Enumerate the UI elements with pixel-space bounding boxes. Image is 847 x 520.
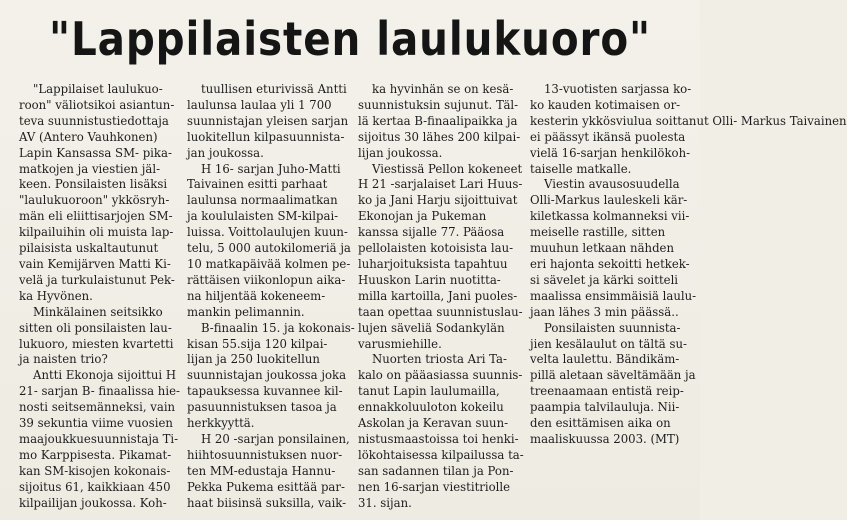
text-line: tapauksessa kuvannee kil- — [187, 384, 343, 399]
paragraph — [19, 368, 180, 511]
text-line: pellolaisten kotoisista lau- — [358, 241, 514, 256]
text-line: sijoitus 30 lähes 200 kilpai- — [358, 129, 521, 144]
text-line: H 20 -sarjan ponsilainen, — [201, 431, 350, 446]
paragraph — [358, 161, 523, 353]
text-line: jaan lähes 3 min päässä.. — [530, 304, 679, 319]
text-line: "Lappilaiset laulukuo- — [33, 82, 163, 96]
text-line: laulunsa laulaa yli 1 700 — [187, 97, 332, 112]
paragraph — [358, 82, 521, 162]
text-line: luokitellun kilpasuunnista- — [187, 129, 345, 144]
text-line: Nuorten triosta Ari Ta- — [372, 352, 507, 367]
text-line: Huuskon Larin nuotitta- — [358, 272, 501, 287]
headline: "Lappilaisten laulukuoro" — [48, 12, 652, 66]
text-line: luharjoituksista tapahtuu — [358, 256, 508, 271]
paragraph — [187, 161, 351, 321]
text-line: ko ja Jani Harju sijoittuivat — [358, 193, 518, 208]
text-line: milla kartoilla, Jani puoles- — [358, 288, 518, 303]
text-line: kilpailijan joukossa. Koh- — [19, 495, 167, 510]
text-line: san sadannen tilan ja Pon- — [358, 463, 514, 478]
text-line: paampia talvilauluja. Nii- — [530, 400, 680, 415]
column-1 — [19, 82, 180, 511]
paragraph — [187, 431, 350, 512]
text-line: lujen säveliä Sodankylän — [358, 320, 505, 335]
text-line: teva suunnistustiedottaja — [19, 113, 169, 128]
text-line: 13-vuotisten sarjassa ko- — [544, 82, 692, 96]
text-line: 10 matkapäivää kolmen pe- — [187, 256, 351, 271]
text-line: mankin pelimannin. — [187, 304, 305, 319]
text-line: taiselle matkalle. — [530, 161, 632, 176]
text-line: suunnistajan yleisen sarjan — [187, 113, 349, 128]
paragraph — [530, 320, 696, 448]
paragraph — [187, 82, 349, 162]
text-line: maajoukkuesuunnistaja Ti- — [19, 431, 179, 446]
text-line: Viestin avausosuudella — [544, 177, 680, 192]
text-line: maaliskuussa 2003. (MT) — [530, 431, 680, 446]
text-line: vain Kemijärven Matti Ki- — [19, 256, 171, 271]
text-line: kesterin ykkösviulua soittanut Olli- Markus Taivainen — [530, 113, 847, 128]
text-line: lukuoro, miesten kvartetti — [19, 336, 174, 351]
text-line: Minkälainen seitsikko — [33, 304, 163, 319]
text-line: haat biisinsä suksilla, vaik- — [187, 495, 347, 510]
text-line: roon" väliotsikoi asiantun- — [19, 97, 175, 112]
text-line: pillä aletaan säveltämään ja — [530, 368, 696, 383]
text-line: velä ja turkulaistunut Pek- — [19, 272, 175, 287]
text-line: nistusmaastoissa toi henki- — [358, 431, 519, 446]
text-line: nen 16-sarjan viestitriolle — [358, 479, 511, 494]
text-line: pilaisista uskaltautunut — [19, 241, 159, 256]
text-line: telu, 5 000 autokilomeriä ja — [187, 241, 351, 256]
text-line: 31. sijan. — [358, 495, 412, 510]
text-line: varusmiehille. — [358, 336, 442, 351]
text-line: ja koululaisten SM-kilpai- — [187, 209, 339, 224]
text-line: treenaamaan entistä reip- — [530, 384, 684, 399]
text-line: keen. Ponsilaisten lisäksi — [19, 177, 168, 192]
text-line: tuullisen eturivissä Antti — [201, 82, 347, 96]
text-line: kilpailuihin oli muista lap- — [19, 225, 174, 240]
text-line: kanssa sijalle 77. Pääosa — [358, 225, 505, 240]
text-line: velta laulettu. Bändikäm- — [530, 352, 680, 367]
text-line: vielä 16-sarjan henkilökoh- — [530, 145, 691, 160]
text-line: na hiljentää kokeneem- — [187, 288, 326, 303]
text-line: Askolan ja Keravan suun- — [358, 416, 509, 431]
text-line: lökohtaisessa kilpailussa ta- — [358, 447, 524, 462]
text-line: Antti Ekonoja sijoittui H — [33, 368, 177, 383]
text-line: meiselle rastille, sitten — [530, 225, 666, 240]
paragraph — [187, 320, 355, 432]
text-line: laulunsa normaalimatkan — [187, 193, 338, 208]
text-line: kalo on pääasiassa suunnis- — [358, 368, 523, 383]
paragraph — [19, 82, 173, 305]
text-line: suunnistajan joukossa joka — [187, 368, 347, 383]
text-line: 21- sarjan B- finaalissa hie- — [19, 384, 180, 399]
text-line: ka Hyvönen. — [19, 288, 93, 303]
text-line: Olli-Markus lauleskeli kär- — [530, 193, 688, 208]
paragraph — [530, 82, 847, 177]
column-4 — [530, 82, 847, 448]
text-line: Ekonojan ja Pukeman — [358, 209, 487, 224]
text-line: nosti seitsemänneksi, vain — [19, 400, 176, 415]
text-line: H 16- sarjan Juho-Matti — [201, 161, 341, 176]
text-line: lä kertaa B-finaalipaikka ja — [358, 113, 518, 128]
text-line: ennakkoluuloton kokeilu — [358, 400, 504, 415]
paragraph — [19, 305, 173, 369]
text-line: Taivainen esitti parhaat — [187, 177, 328, 192]
text-line: Pekka Pukema esittää par- — [187, 479, 345, 494]
text-line: kiletkassa kolmanneksi vii- — [530, 209, 690, 224]
article-body — [0, 82, 847, 512]
text-line: luissa. Voittolaulujen kuun- — [187, 225, 348, 240]
text-line: män eli eliittisarjojen SM- — [19, 209, 173, 224]
text-line: suunnistuksin sujunut. Täl- — [358, 97, 519, 112]
text-line: "laulukuoroon" ykkösryh- — [19, 193, 170, 208]
text-line: si sävelet ja kärki soitteli — [530, 272, 679, 287]
column-3 — [358, 82, 524, 511]
text-line: den esittämisen aika on — [530, 416, 671, 431]
paragraph — [358, 352, 524, 511]
text-line: rättäisen viikonlopun aika- — [187, 272, 346, 287]
text-line: lijan joukossa. — [358, 145, 443, 160]
text-line: AV (Antero Vauhkonen) — [19, 129, 158, 144]
text-line: jan joukossa. — [187, 145, 264, 160]
text-line: matkojen ja viestien jäl- — [19, 161, 161, 176]
text-line: 39 sekuntia viime vuosien — [19, 416, 173, 431]
text-line: Lapin Kansassa SM- pika- — [19, 145, 172, 160]
text-line: B-finaalin 15. ja kokonais- — [201, 320, 355, 335]
text-line: eri hajonta sekoitti hetkek- — [530, 256, 690, 271]
text-line: ei päässyt ikänsä puolesta — [530, 129, 686, 144]
text-line: sitten oli ponsilaisten lau- — [19, 320, 172, 335]
text-line: kisan 55.sija 120 kilpai- — [187, 336, 328, 351]
text-line: kan SM-kisojen kokonais- — [19, 463, 171, 478]
text-line: ten MM-edustaja Hannu- — [187, 463, 336, 478]
column-2 — [187, 82, 355, 511]
text-line: pasuunnistuksen tasoa ja — [187, 400, 337, 415]
paragraph — [530, 177, 697, 320]
text-line: muuhun letkaan nähden — [530, 241, 674, 256]
text-line: H 21 -sarjalaiset Lari Huus- — [358, 177, 523, 192]
text-line: lijan ja 250 luokitellun — [187, 352, 320, 367]
text-line: ka hyvinhän se on kesä- — [372, 82, 514, 96]
text-line: ja naisten trio? — [19, 352, 108, 367]
text-line: mo Karppisesta. Pikamat- — [19, 447, 172, 462]
text-line: jien kesälaulut on tältä su- — [530, 336, 687, 351]
text-line: herkkyyttä. — [187, 416, 255, 431]
text-line: hiihtosuunnistuksen nuor- — [187, 447, 343, 462]
text-line: maalissa ensimmäisiä laulu- — [530, 288, 697, 303]
text-line: Viestissä Pellon kokeneet — [372, 161, 523, 176]
text-line: sijoitus 61, kaikkiaan 450 — [19, 479, 171, 494]
text-line: tanut Lapin laulumailla, — [358, 384, 500, 399]
text-line: ko kauden kotimaisen or- — [530, 97, 681, 112]
text-line: taan opettaa suunnistuslau- — [358, 304, 523, 319]
text-line: Ponsilaisten suunnista- — [544, 320, 681, 335]
